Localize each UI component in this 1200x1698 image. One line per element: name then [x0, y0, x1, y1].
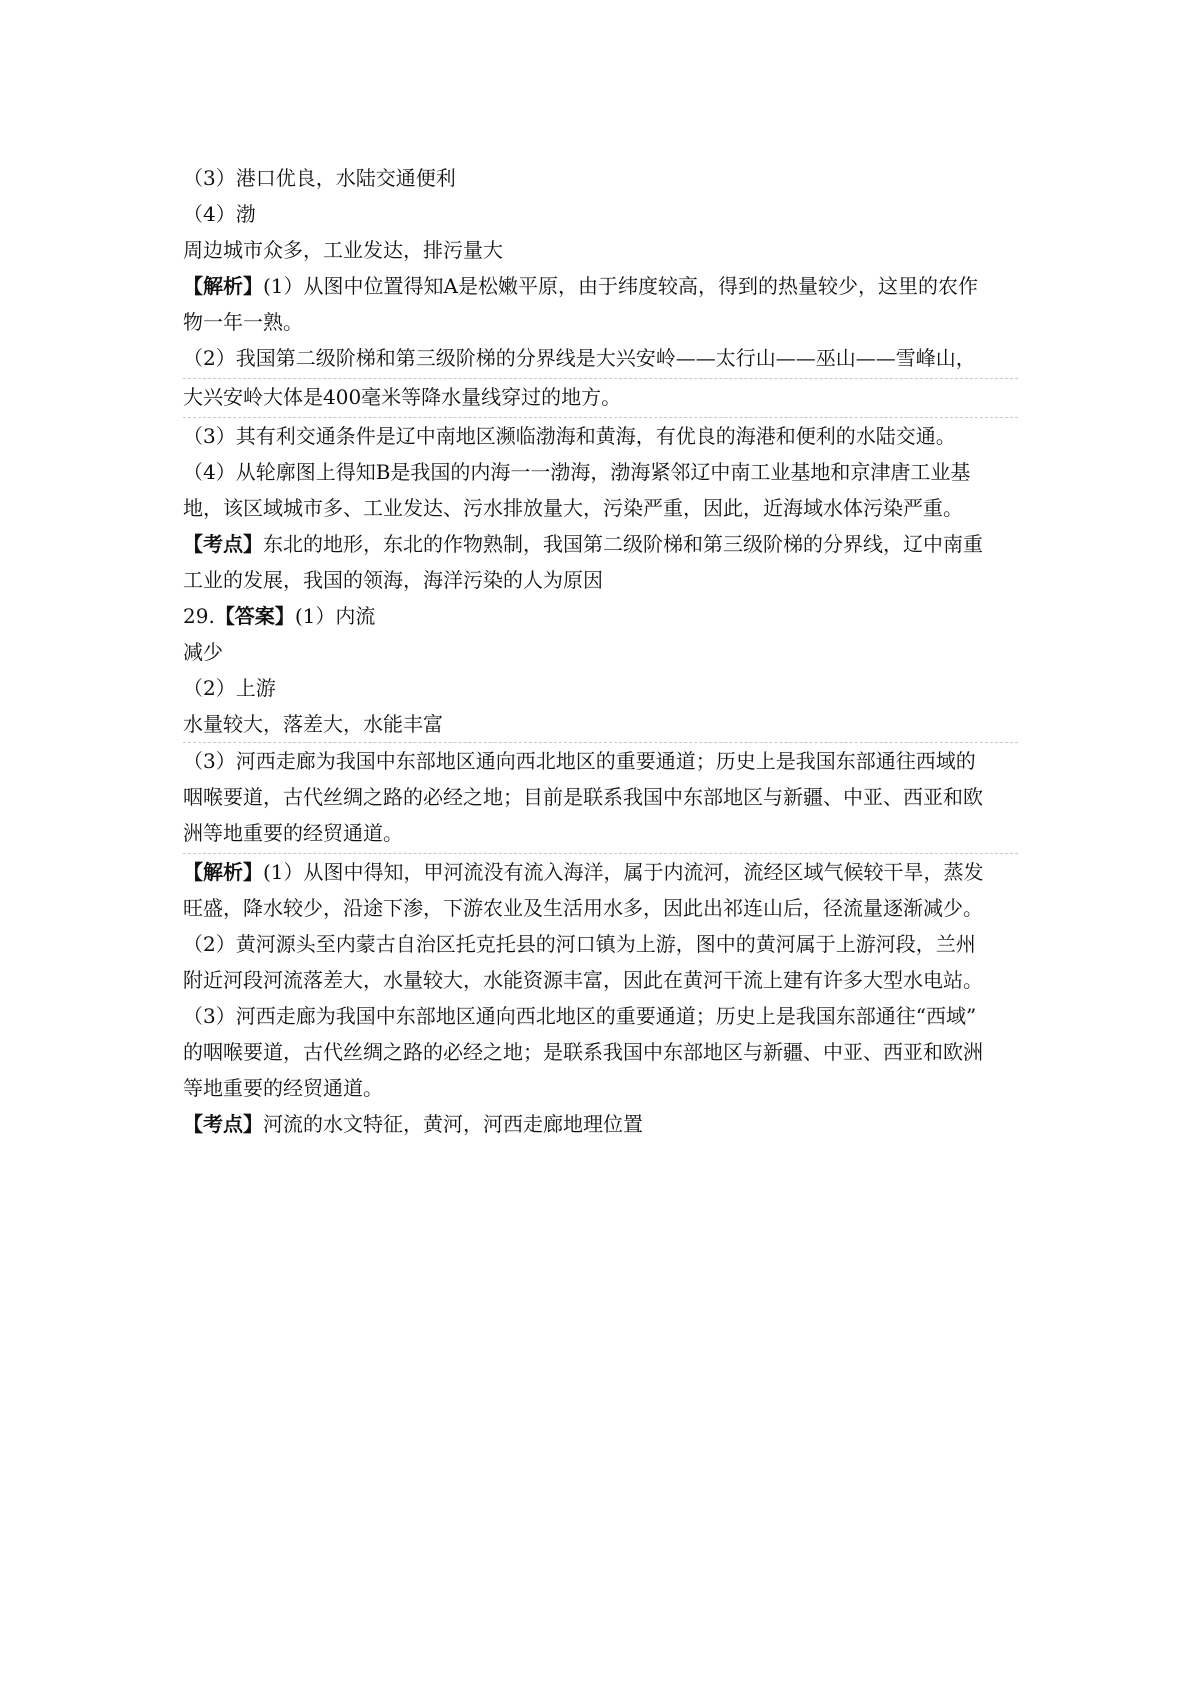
- key-point-tag: 【考点】: [183, 532, 263, 556]
- analysis-tag: 【解析】: [183, 860, 263, 884]
- analysis-text: (1）从图中位置得知A是松嫩平原，由于纬度较高，得到的热量较少，这里的农作: [263, 274, 978, 298]
- analysis-line: 大兴安岭大体是400毫米等降水量线穿过的地方。: [183, 379, 1018, 418]
- answer-line: 洲等地重要的经贸通道。: [183, 815, 1018, 854]
- analysis-line: 物一年一熟。: [183, 310, 303, 334]
- analysis-paragraph: [183, 340, 1018, 418]
- analysis-line: 等地重要的经贸通道。: [183, 1076, 383, 1100]
- key-point-line: 工业的发展，我国的领海，海洋污染的人为原因: [183, 568, 603, 592]
- key-point-tag: 【考点】: [183, 1112, 263, 1136]
- analysis-line: （2）黄河源头至内蒙古自治区托克托县的河口镇为上游，图中的黄河属于上游河段，兰州: [183, 932, 976, 956]
- analysis-line: （3）河西走廊为我国中东部地区通向西北地区的重要通道；历史上是我国东部通往“西域”: [183, 1004, 977, 1028]
- answer-line: 减少: [183, 640, 223, 664]
- analysis-line: 附近河段河流落差大，水量较大，水能资源丰富，因此在黄河干流上建有许多大型水电站。: [183, 968, 983, 992]
- analysis-line: （2）我国第二级阶梯和第三级阶梯的分界线是大兴安岭——太行山——巫山——雪峰山，: [183, 340, 1018, 379]
- answer-line: （3）港口优良，水陆交通便利: [183, 166, 456, 190]
- key-point-line: [183, 526, 1018, 562]
- question-29-answer-line: [183, 598, 1018, 634]
- analysis-line: 地，该区域城市多、工业发达、污水排放量大，污染严重，因此，近海域水体污染严重。: [183, 496, 963, 520]
- answer-line: （3）河西走廊为我国中东部地区通向西北地区的重要通道；历史上是我国东部通往西域的: [183, 749, 976, 773]
- analysis-text: (1）从图中得知，甲河流没有流入海洋，属于内流河，流经区域气候较干旱，蒸发: [263, 860, 984, 884]
- question-number: 29.: [183, 604, 215, 628]
- answer-text: (1）内流: [294, 604, 376, 628]
- answer-content: [183, 160, 1018, 1142]
- answer-line: （2）上游: [183, 676, 276, 700]
- answer-line: 咽喉要道，古代丝绸之路的必经之地；目前是联系我国中东部地区与新疆、中亚、西亚和欧: [183, 785, 983, 809]
- analysis-line: 的咽喉要道，古代丝绸之路的必经之地；是联系我国中东部地区与新疆、中亚、西亚和欧洲: [183, 1040, 983, 1064]
- answer-line: 周边城市众多，工业发达，排污量大: [183, 238, 503, 262]
- answer-paragraph: [183, 742, 1018, 854]
- answer-tag: 【答案】: [214, 604, 295, 628]
- analysis-line: （4）从轮廓图上得知B是我国的内海一一渤海，渤海紧邻辽中南工业基地和京津唐工业基: [183, 460, 971, 484]
- analysis-line: 旺盛，降水较少，沿途下渗，下游农业及生活用水多，因此出祁连山后，径流量逐渐减少。: [183, 896, 983, 920]
- answer-line: （4）渤: [183, 202, 256, 226]
- analysis-line: （3）其有利交通条件是辽中南地区濒临渤海和黄海，有优良的海港和便利的水陆交通。: [183, 424, 956, 448]
- analysis-line: [183, 854, 1018, 890]
- analysis-tag: 【解析】: [183, 274, 263, 298]
- answer-line: 水量较大，落差大，水能丰富: [183, 712, 443, 736]
- key-point-text: 河流的水文特征，黄河，河西走廊地理位置: [263, 1112, 643, 1136]
- key-point-text: 东北的地形，东北的作物熟制，我国第二级阶梯和第三级阶梯的分界线，辽中南重: [263, 532, 983, 556]
- key-point-line: [183, 1106, 1018, 1142]
- analysis-line: [183, 268, 1018, 304]
